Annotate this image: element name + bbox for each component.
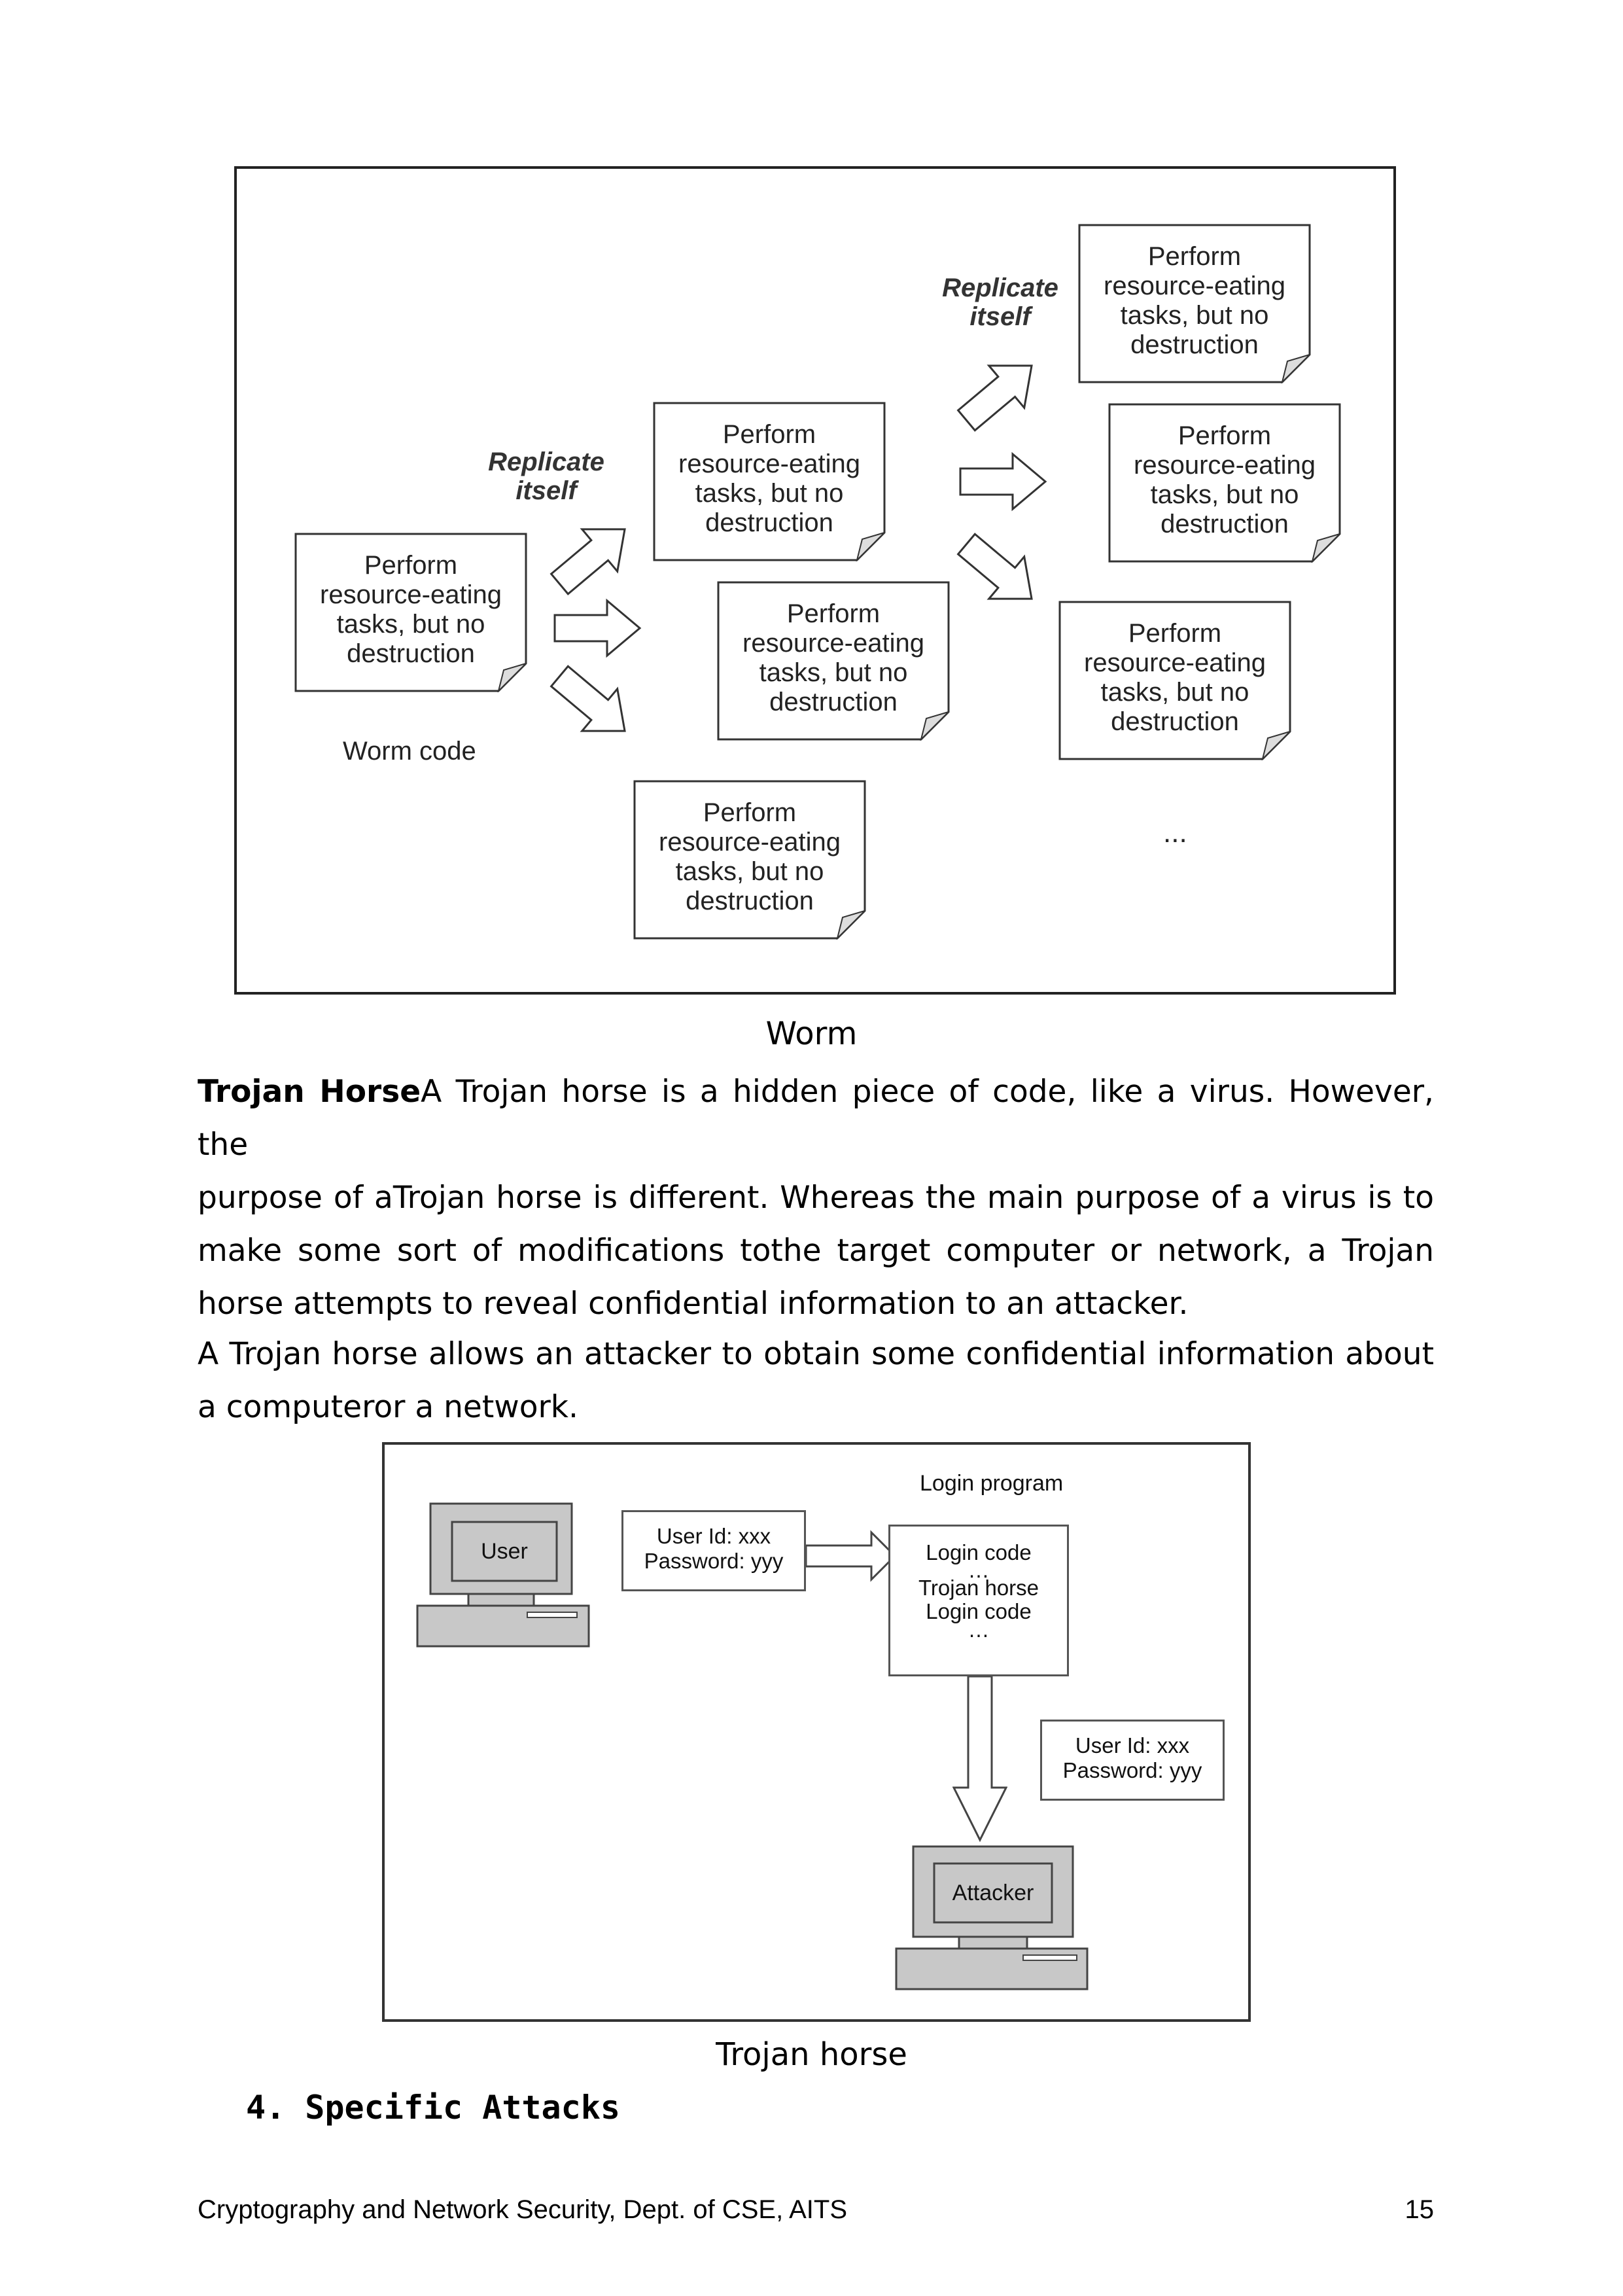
replicate-arrow-up-2	[949, 344, 1050, 441]
worm-caption: Worm	[765, 1016, 858, 1052]
user-computer	[416, 1502, 593, 1650]
attacker-label: Attacker	[952, 1880, 1034, 1905]
paragraph-line: a computeror a network.	[198, 1389, 578, 1425]
worm-copy-box	[633, 780, 866, 940]
user-label: User	[481, 1538, 528, 1564]
page-number: 15	[1405, 2195, 1434, 2224]
replicate-label-1: Replicate itself	[488, 448, 604, 505]
worm-box-text: Perform resource-eating tasks, but no destruction	[320, 551, 502, 668]
replicate-arrow-down-1	[542, 655, 643, 752]
worm-copy-box	[1058, 601, 1291, 760]
worm-copy-box	[1078, 224, 1311, 383]
paragraph-line: make some sort of modifications tothe target computer or network, a Trojan	[198, 1233, 1434, 1269]
login-program-label: Login program	[920, 1471, 1064, 1496]
paragraph-line: horse attempts to reveal confidential information to an attacker.	[198, 1286, 1189, 1322]
leaked-credentials-box: User Id: xxx Password: yyy	[1040, 1720, 1225, 1801]
attacker-computer	[895, 1845, 1091, 1993]
replicate-arrow-down-2	[949, 523, 1050, 620]
paragraph-line: purpose of aTrojan horse is different. Whereas the main purpose of a virus is to	[198, 1180, 1434, 1216]
trojan-horse-paragraph-2	[198, 1328, 1434, 1434]
trojan-horse-diagram	[382, 1442, 1251, 2022]
leak-arrow	[952, 1676, 1007, 1843]
user-credentials-box: User Id: xxx Password: yyy	[621, 1510, 806, 1591]
replicate-label-2: Replicate itself	[942, 274, 1058, 331]
replicate-arrow-right-2	[960, 454, 1047, 509]
credentials-arrow	[806, 1530, 898, 1582]
worm-copy-box	[653, 402, 886, 561]
worm-box-text: Perform resource-eating tasks, but no destruction	[1104, 242, 1285, 359]
login-code-box: Login code … Trojan horse Login code …	[888, 1525, 1069, 1676]
worm-copy-box	[1108, 403, 1341, 563]
footer-course-title: Cryptography and Network Security, Dept. of CSE, AITS	[198, 2195, 848, 2224]
worm-copy-box	[717, 581, 950, 741]
section-heading: 4. Specific Attacks	[246, 2089, 620, 2127]
paragraph-line: A Trojan horse allows an attacker to obtain some confidential information about	[198, 1336, 1434, 1372]
worm-box-text: Perform resource-eating tasks, but no destruction	[678, 420, 860, 537]
trojan-horse-caption: Trojan horse	[716, 2036, 907, 2073]
worm-box-text: Perform resource-eating tasks, but no destruction	[1084, 619, 1266, 736]
trojan-horse-term: Trojan Horse	[198, 1074, 421, 1110]
worm-code-box	[294, 533, 527, 692]
worm-box-text: Perform resource-eating tasks, but no destruction	[659, 798, 841, 915]
paragraph-line: Trojan HorseA Trojan horse is a hidden piece of code, like a virus. However, the	[198, 1074, 1434, 1163]
worm-box-text: Perform resource-eating tasks, but no destruction	[742, 599, 924, 716]
trojan-horse-paragraph	[198, 1065, 1434, 1330]
replicate-arrow-up-1	[542, 507, 643, 605]
worm-diagram	[234, 166, 1396, 995]
worm-ellipsis: ...	[1163, 817, 1187, 849]
worm-box-text: Perform resource-eating tasks, but no destruction	[1134, 421, 1316, 539]
replicate-arrow-right-1	[555, 601, 641, 656]
worm-code-label: Worm code	[343, 737, 476, 766]
